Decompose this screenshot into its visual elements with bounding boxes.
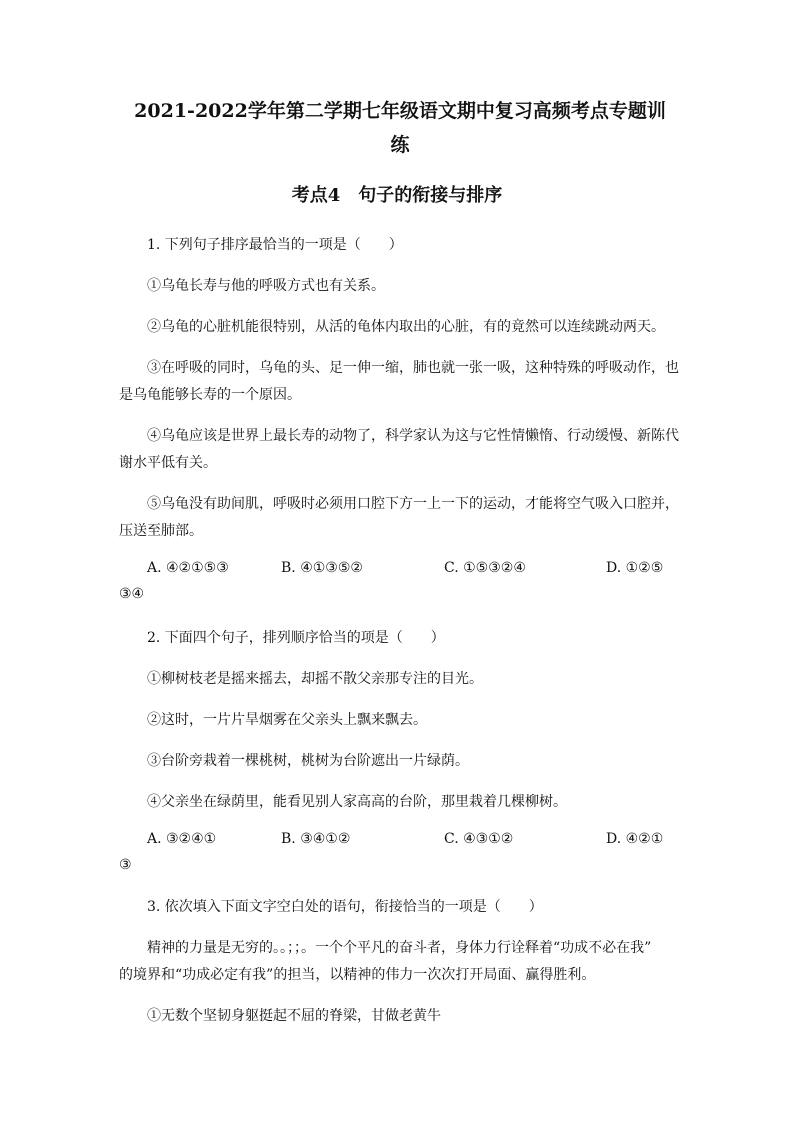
- question-2-sentence-2: ②这时，一片片旱烟雾在父亲头上飘来飘去。: [147, 712, 427, 728]
- question-3-passage-line-2: 的境界和“功成必定有我”的担当，以精神的伟力一次次打开局面、赢得胜利。: [119, 967, 596, 983]
- question-2-sentence-1: ①柳树枝老是摇来摇去，却摇不散父亲那专注的目光。: [147, 671, 483, 687]
- question-1-sentence-3-cont: 是乌龟能够长寿的一个原因。: [119, 387, 301, 403]
- question-2-option-d: D. ④②①: [606, 831, 664, 847]
- question-2-sentence-4: ④父亲坐在绿荫里，能看见别人家高高的台阶，那里栽着几棵柳树。: [147, 794, 567, 810]
- question-1-sentence-3: ③在呼吸的同时，乌龟的头、足一伸一缩，肺也就一张一吸，这种特殊的呼吸动作，也: [147, 360, 679, 376]
- question-1-option-a: A. ④②①⑤③: [147, 560, 229, 576]
- question-2-option-b: B. ③④①②: [281, 831, 351, 847]
- question-1-sentence-2: ②乌龟的心脏机能很特别，从活的龟体内取出的心脏，有的竟然可以连续跳动两天。: [147, 319, 665, 335]
- question-3-sentence-1: ①无数个坚韧身躯挺起不屈的脊梁，甘做老黄牛: [147, 1008, 441, 1024]
- question-1-sentence-4-cont: 谢水平低有关。: [119, 455, 217, 471]
- document-title-continued: 练: [390, 134, 410, 156]
- question-3-stem: 3. 依次填入下面文字空白处的语句，衔接恰当的一项是（ ）: [147, 899, 543, 915]
- question-1-option-d-cont: ③④: [119, 586, 145, 602]
- document-title: 2021-2022学年第二学期七年级语文期中复习高频考点专题训: [134, 100, 666, 122]
- question-1-option-d: D. ①②⑤: [606, 560, 664, 576]
- question-1-option-b: B. ④①③⑤②: [281, 560, 363, 576]
- question-1-sentence-1: ①乌龟长寿与他的呼吸方式也有关系。: [147, 278, 385, 294]
- question-1-sentence-5: ⑤乌龟没有助间肌，呼吸时必须用口腔下方一上一下的运动，才能将空气吸入口腔并，: [147, 496, 679, 512]
- question-3-passage-line-1: 精神的力量是无穷的。。；；。一个个平凡的奋斗者，身体力行诠释着“功成不必在我”: [147, 940, 652, 956]
- question-2-option-c: C. ④③①②: [444, 831, 514, 847]
- question-2-option-d-cont: ③: [119, 857, 132, 873]
- section-subtitle: 考点4 句子的衔接与排序: [291, 185, 503, 206]
- question-2-option-a: A. ③②④①: [147, 831, 217, 847]
- question-2-sentence-3: ③台阶旁栽着一棵桃树，桃树为台阶遮出一片绿荫。: [147, 753, 469, 769]
- question-2-stem: 2. 下面四个句子，排列顺序恰当的项是（ ）: [147, 630, 445, 646]
- question-1-sentence-5-cont: 压送至肺部。: [119, 523, 203, 539]
- question-1-option-c: C. ①⑤③②④: [444, 560, 526, 576]
- question-1-sentence-4: ④乌龟应该是世界上最长寿的动物了，科学家认为这与它性情懒惰、行动缓慢、新陈代: [147, 428, 679, 444]
- question-1-stem: 1. 下列句子排序最恰当的一项是（ ）: [147, 237, 403, 253]
